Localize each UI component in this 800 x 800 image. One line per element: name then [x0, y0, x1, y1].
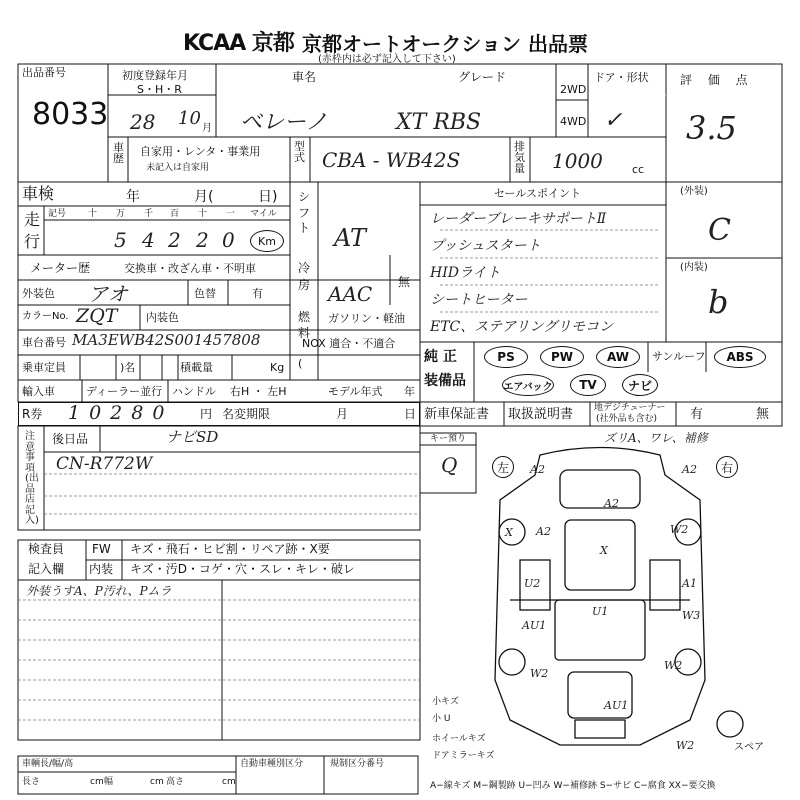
- mileage-digit-2: 2: [168, 228, 181, 252]
- fuel-label: 燃料: [298, 310, 311, 340]
- notes-side-label: 注意事項(出品店記入): [25, 431, 39, 526]
- car-name-value: ベレーノ: [240, 110, 328, 135]
- model-year-label: モデル年式: [328, 385, 383, 398]
- mark-u2: U2: [524, 577, 541, 590]
- mark-au1-1: AU1: [522, 619, 547, 632]
- spare-label: スペア: [734, 742, 764, 753]
- docs-yes: 有: [690, 407, 704, 422]
- nox-label: NOX 適合・不適合: [302, 337, 396, 350]
- mileage-sub-0: 記号: [48, 209, 67, 219]
- exterior-grade-value: C: [708, 213, 731, 248]
- footer-cell-5: 高さ: [166, 777, 185, 787]
- footer-cell-2: cm: [90, 777, 104, 787]
- color-change-label: 色替: [194, 287, 216, 300]
- capacity-unit: )名: [120, 361, 136, 374]
- form-title: 京都オートオークション 出品票: [302, 32, 588, 56]
- shift-label: シフト: [298, 190, 311, 236]
- equip-pw: PW: [540, 346, 584, 368]
- aircon-none: 無: [398, 275, 411, 289]
- damage-legend: A−線キズ M−鋼製跡 U−凹み W−補修跡 S−サビ C−腐食 XX−要交換: [430, 781, 716, 791]
- import-sides: 右H ・ 左H: [230, 385, 287, 398]
- mark-a1: A1: [682, 577, 697, 590]
- mileage-unit-km: Km: [250, 230, 284, 252]
- shift-value: AT: [334, 224, 367, 252]
- exterior-color-label: 外装色: [22, 287, 55, 300]
- inspection-label: 車検: [22, 184, 55, 203]
- mark-x-1: X: [600, 544, 608, 557]
- chassis-value: MA3EWB42S001457808: [72, 331, 261, 349]
- expiry-day: 日: [404, 407, 417, 421]
- inspector-fw-items: キズ・飛石・ヒビ割・リペア跡・X要: [130, 542, 330, 556]
- registration-year: 28: [130, 110, 156, 134]
- import-dealer: ディーラー並行: [86, 385, 163, 398]
- docs-warranty: 新車保証書: [424, 407, 490, 422]
- key-value: Q: [441, 453, 458, 477]
- inspector-label-2: 記入欄: [28, 562, 65, 576]
- displacement-unit: cc: [632, 163, 645, 176]
- drive-2wd: 2WD: [560, 83, 587, 96]
- legend-item-4: ドアミラーキズ: [432, 751, 495, 761]
- inspector-label-1: 検査員: [28, 542, 65, 556]
- lot-label: 出品番号: [22, 66, 66, 79]
- inspector-note: 外装うすA、P汚れ、Pムラ: [26, 584, 172, 598]
- docs-tuner: 地デジチューナー: [594, 403, 666, 413]
- registration-month: 10: [178, 108, 201, 129]
- mark-w2-2: W2: [530, 667, 549, 680]
- displacement-label: 排気量: [514, 140, 525, 175]
- car-name-label: 車名: [292, 70, 317, 84]
- footer-cell-1: 長さ: [22, 777, 41, 787]
- sales-point-4: シートヒーター: [430, 292, 528, 308]
- inspector-interior-items: キズ・汚D・コゲ・穴・スレ・キレ・破レ: [130, 562, 355, 576]
- key-label: キー預り: [430, 434, 467, 444]
- diagram-left-label: 左: [492, 456, 514, 478]
- usage-side-label: 車歴: [113, 141, 124, 165]
- mileage-sub-5: 十: [198, 209, 208, 219]
- logo: KCAA 京都: [183, 31, 294, 56]
- lot-number: 8033: [32, 97, 109, 132]
- docs-manual: 取扱説明書: [508, 407, 574, 422]
- mark-a2-2: A2: [682, 463, 697, 476]
- interior-grade-value: b: [708, 283, 729, 321]
- mark-u1: U1: [592, 605, 609, 618]
- inspection-year: 年: [126, 189, 140, 205]
- inspection-day: 日): [258, 189, 278, 205]
- mileage-sub-7: マイル: [250, 209, 277, 219]
- model-label: 型式: [294, 140, 305, 164]
- equip-navi: ナビ: [622, 374, 658, 396]
- color-change-value: 有: [252, 287, 263, 300]
- footer-cell-8: 規制区分番号: [330, 759, 385, 769]
- mileage-label-bottom: 行: [24, 232, 41, 251]
- diagram-right-label: 右: [716, 456, 738, 478]
- inspector-interior-label: 内装: [89, 562, 114, 576]
- door-mark: ✓: [604, 108, 623, 133]
- sales-point-1: レーダーブレーキサポートⅡ: [430, 211, 607, 227]
- legend-item-2: 小 U: [432, 714, 451, 724]
- mileage-digit-1: 4: [142, 228, 155, 252]
- fuel-value: ガソリン・軽油: [328, 312, 405, 325]
- legend-item-3: ホイールキズ: [432, 734, 486, 744]
- form-note: (赤枠内は必ず記入して下さい): [318, 54, 456, 65]
- usage-label: 自家用・レンタ・事業用: [140, 145, 261, 158]
- displacement-value: 1000: [552, 149, 603, 173]
- registration-era: S・H・R: [137, 83, 182, 96]
- score-label: 評 価 点: [680, 73, 754, 87]
- mileage-digit-0: 5: [114, 228, 127, 252]
- nox-paren: (: [298, 357, 303, 370]
- diagram-top-note: ズリA、ワレ、補修: [604, 431, 708, 445]
- aircon-label: 冷房: [298, 261, 311, 292]
- mileage-digit-3: 2: [196, 228, 209, 252]
- equip-tv: TV: [570, 374, 606, 396]
- score-value: 3.5: [686, 109, 737, 147]
- mark-w2-3: W2: [664, 659, 683, 672]
- docs-no: 無: [756, 407, 770, 422]
- mark-w2-1: W2: [670, 523, 689, 536]
- equip-airbag: エアバック: [502, 374, 554, 396]
- expiry-month: 月: [336, 407, 349, 421]
- mark-w3: W3: [682, 609, 701, 622]
- interior-grade-label: (内装): [680, 262, 708, 273]
- footer-cell-0: 車輌長/幅/高: [22, 759, 74, 769]
- import-handle: ハンドル: [172, 385, 216, 398]
- inspection-month: 月(: [194, 189, 214, 205]
- legend-item-1: 小キズ: [432, 697, 459, 707]
- docs-tuner-sub: (社外品も含む): [596, 414, 658, 424]
- mark-w2-4: W2: [676, 739, 695, 752]
- mileage-sub-1: 十: [88, 209, 98, 219]
- mileage-sub-4: 百: [170, 209, 180, 219]
- equip-ps: PS: [484, 346, 528, 368]
- grade-value: XT RBS: [396, 110, 482, 135]
- mileage-sub-2: 万: [116, 209, 126, 219]
- color-no-label: カラーNo.: [22, 311, 69, 322]
- recycle-unit: 円: [200, 407, 213, 421]
- exterior-color-value: アオ: [88, 282, 128, 306]
- equip-sunroof: サンルーフ: [652, 350, 706, 363]
- drive-4wd: 4WD: [560, 115, 587, 128]
- registration-label: 初度登録年月: [122, 69, 188, 82]
- equip-aw: AW: [596, 346, 640, 368]
- footer-cell-7: 自動車種別区分: [240, 759, 304, 769]
- door-label: ドア・形状: [594, 71, 649, 84]
- load-unit: Kg: [270, 361, 285, 374]
- registration-month-unit: 月: [202, 123, 212, 134]
- meter-options: 交換車・改ざん車・不明車: [124, 262, 256, 275]
- mark-x-2: X: [505, 526, 513, 539]
- footer-cell-4: cm: [150, 777, 164, 787]
- mark-a2-1: A2: [530, 463, 545, 476]
- mileage-sub-6: 一: [226, 209, 236, 219]
- model-year-unit: 年: [404, 385, 415, 398]
- interior-color-label: 内装色: [146, 311, 179, 324]
- capacity-label: 乗車定員: [22, 361, 66, 374]
- sales-point-2: プッシュスタート: [430, 238, 541, 254]
- load-label: 積載量: [180, 361, 213, 374]
- expiry-label: 名変期限: [222, 407, 271, 421]
- sales-point-5: ETC、ステアリングリモコン: [430, 319, 614, 335]
- sales-point-3: HIDライト: [430, 265, 501, 281]
- footer-cell-3: 幅: [104, 777, 114, 787]
- color-no-value: ZQT: [76, 305, 118, 327]
- mileage-label-top: 走: [24, 210, 41, 229]
- import-label: 輸入車: [22, 385, 55, 398]
- mileage-sub-3: 千: [144, 209, 154, 219]
- chassis-label: 車台番号: [22, 336, 66, 349]
- inspector-fw-label: FW: [92, 542, 111, 556]
- grade-label: グレード: [458, 70, 507, 84]
- mark-au1-2: AU1: [604, 699, 629, 712]
- recycle-value: 10280: [68, 402, 174, 424]
- equipment-label-2: 装備品: [424, 373, 466, 389]
- after-label: 後日品: [52, 432, 89, 446]
- footer-cell-6: cm: [222, 777, 236, 787]
- after-item: CN-R772W: [56, 454, 153, 474]
- after-value: ナビSD: [166, 428, 219, 446]
- exterior-grade-label: (外装): [680, 186, 708, 197]
- equip-abs: ABS: [714, 346, 766, 368]
- mark-a2-3: A2: [604, 497, 619, 510]
- sales-points-label: セールスポイント: [494, 187, 582, 200]
- usage-sub: 未記入は自家用: [146, 163, 210, 173]
- recycle-label: R券: [22, 407, 43, 421]
- model-value: CBA - WB42S: [322, 148, 461, 172]
- meter-label: メーター歴: [30, 261, 91, 275]
- equipment-label-1: 純 正: [424, 349, 457, 365]
- mark-a2-4: A2: [536, 525, 551, 538]
- aircon-value: AAC: [328, 282, 373, 306]
- mileage-digit-4: 0: [222, 228, 235, 252]
